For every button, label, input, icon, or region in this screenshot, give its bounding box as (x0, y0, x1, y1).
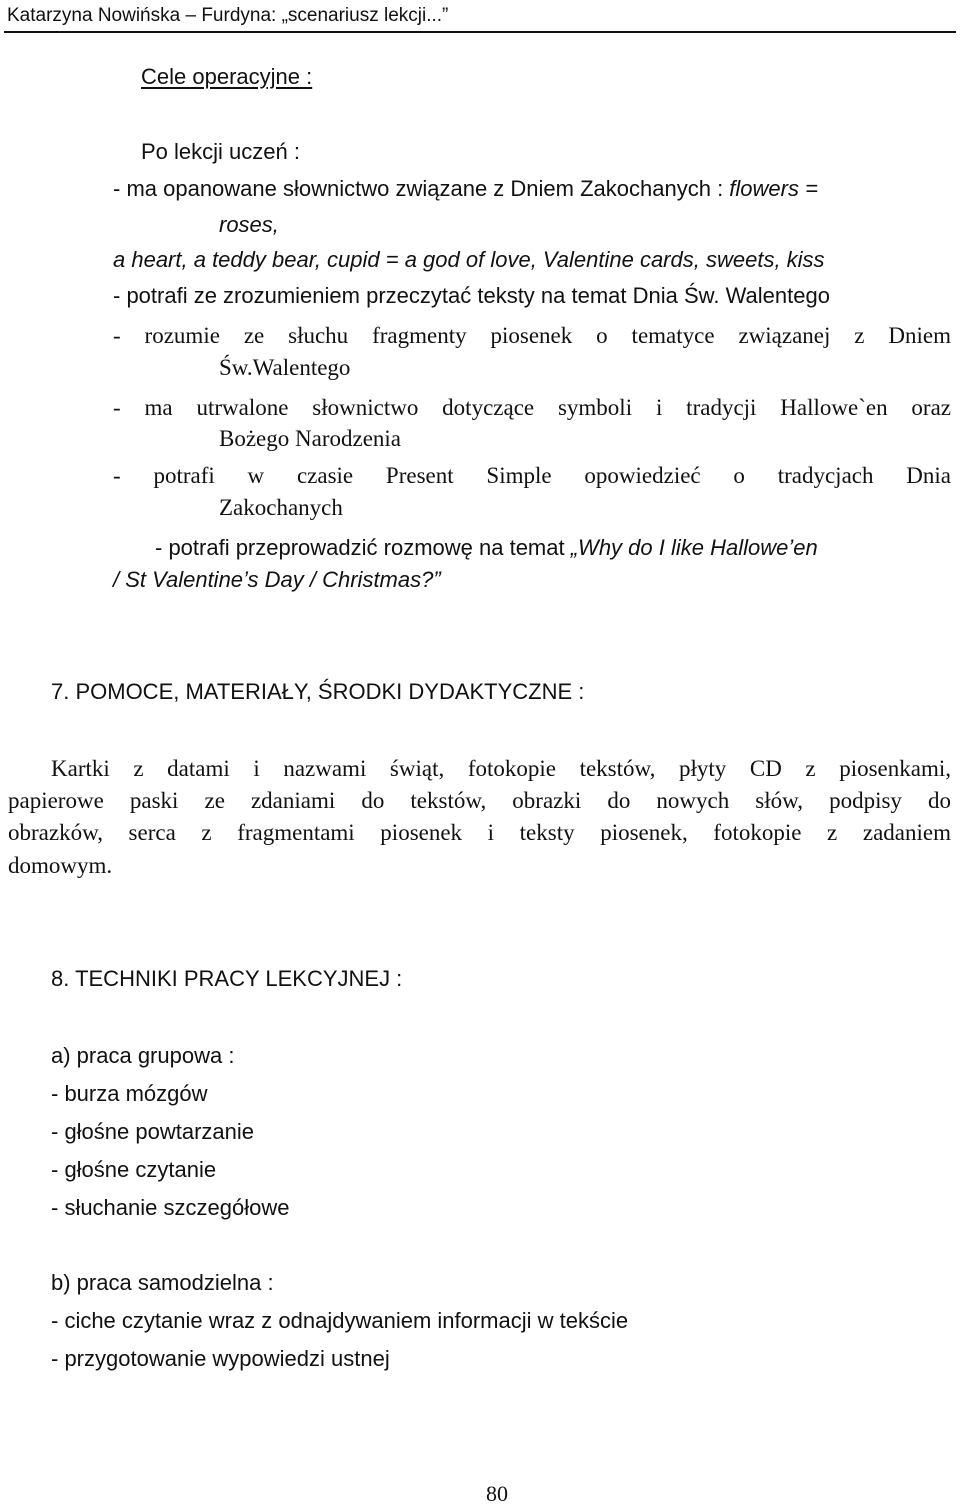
objective-item-3-line-2: Św.Walentego (219, 355, 351, 380)
objective-item-5-line-2: Zakochanych (219, 495, 343, 520)
section-7-line-1: Kartki z datami i nazwami świąt, fotokopie tekstów, płyty CD z piosenkami, (51, 756, 951, 781)
objective-item-3-line-1: - rozumie ze słuchu fragmenty piosenek o tematyce związanej z Dniem (113, 323, 951, 348)
objective-item-1-vocab: flowers = (729, 176, 818, 201)
objective-item-5-line-1: - potrafi w czasie Present Simple opowiedzieć o tradycjach Dnia (113, 463, 951, 488)
objective-item-6-question: „Why do I like Hallowe’en (570, 535, 818, 560)
section-7-line-2: papierowe paski ze zdaniami do tekstów, obrazki do nowych słów, podpisy do (8, 788, 951, 813)
group-b-label: b) praca samodzielna : (51, 1270, 274, 1295)
objectives-heading: Cele operacyjne : (141, 64, 313, 89)
section-7-heading: 7. POMOCE, MATERIAŁY, ŚRODKI DYDAKTYCZNE : (51, 679, 585, 704)
objective-item-1-text: - ma opanowane słownictwo związane z Dniem Zakochanych : (113, 176, 730, 201)
running-header: Katarzyna Nowińska – Furdyna: „scenariusz lekcji...” (7, 5, 449, 26)
objective-item-1-line-2: roses, (219, 212, 279, 237)
group-a-item: - głośne czytanie (51, 1157, 217, 1182)
section-8-heading: 8. TECHNIKI PRACY LEKCYJNEJ : (51, 966, 403, 991)
group-a-label: a) praca grupowa : (51, 1043, 235, 1068)
objective-item-6-line-1 (155, 537, 818, 559)
group-a-item: - słuchanie szczegółowe (51, 1195, 290, 1220)
objective-item-6-line-2: / St Valentine’s Day / Christmas?” (113, 567, 441, 592)
objective-item-4-line-2: Bożego Narodzenia (219, 426, 402, 451)
objective-item-4-line-1: - ma utrwalone słownictwo dotyczące symboli i tradycji Hallowe`en oraz (113, 395, 951, 420)
objective-item-6-text: - potrafi przeprowadzić rozmowę na temat (155, 535, 571, 560)
section-7-line-4: domowym. (8, 853, 113, 878)
group-b-item: - ciche czytanie wraz z odnajdywaniem informacji w tekście (51, 1308, 629, 1333)
objectives-intro: Po lekcji uczeń : (141, 139, 300, 164)
header-rule (4, 31, 956, 33)
group-a-item: - burza mózgów (51, 1081, 208, 1106)
objective-item-1-line-1 (113, 178, 818, 200)
page-number: 80 (486, 1481, 508, 1506)
group-a-item: - głośne powtarzanie (51, 1119, 255, 1144)
objective-item-1-line-3: a heart, a teddy bear, cupid = a god of love, Valentine cards, sweets, kiss (113, 247, 825, 272)
section-7-line-3: obrazków, serca z fragmentami piosenek i teksty piosenek, fotokopie z zadaniem (8, 820, 951, 845)
objective-item-2: - potrafi ze zrozumieniem przeczytać teksty na temat Dnia Św. Walentego (113, 283, 830, 308)
group-b-item: - przygotowanie wypowiedzi ustnej (51, 1346, 390, 1371)
